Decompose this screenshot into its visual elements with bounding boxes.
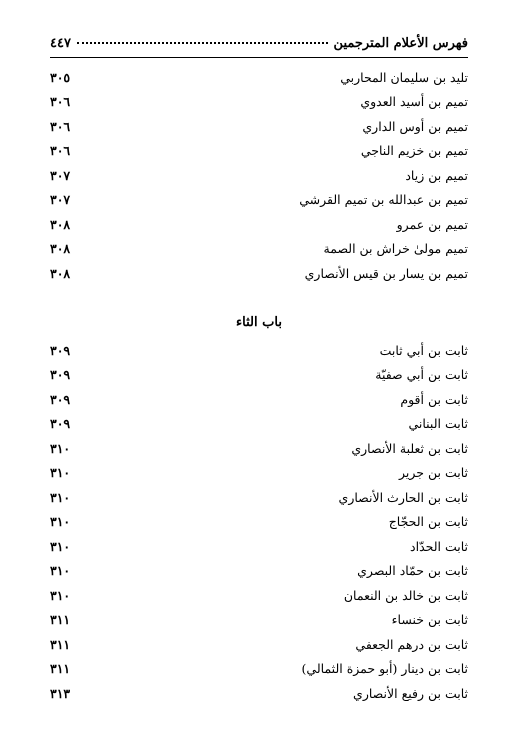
header-rule [50, 57, 468, 58]
entry-name: تميم بن عبدالله بن تميم القرشي [299, 192, 468, 208]
entry-name: تميم بن أسيد العدوي [360, 94, 468, 110]
entry-page-number: ٣٠٥ [50, 69, 71, 85]
entry-name: ثابت بن الحجّاج [388, 514, 468, 530]
header-title: فهرس الأعلام المترجمين [333, 36, 468, 51]
index-entry [50, 237, 468, 262]
entry-name: تميم بن زياد [405, 167, 468, 183]
entry-name: ثابت البناني [408, 416, 468, 432]
entry-page-number: ٣٠٩ [50, 391, 71, 407]
entry-name: تليد بن سليمان المحاربي [340, 69, 468, 85]
entry-page-number: ٣١١ [50, 636, 71, 652]
entry-page-number: ٣١٠ [50, 489, 71, 505]
entry-name: تميم بن عمرو [396, 216, 468, 232]
entry-page-number: ٣٠٩ [50, 416, 71, 432]
entry-page-number: ٣٠٩ [50, 367, 71, 383]
entry-name: تميم بن خزيم الناجي [360, 143, 468, 159]
entry-name: ثابت الحدّاد [410, 538, 468, 554]
entry-name: ثابت بن درهم الجعفي [355, 636, 468, 652]
section-title: باب الثاء [236, 315, 282, 330]
index-entry [50, 559, 468, 584]
entry-name: تميم بن أوس الداري [362, 118, 468, 134]
index-entry [50, 510, 468, 535]
index-entry [50, 163, 468, 188]
index-entry [50, 261, 468, 286]
index-entry [50, 485, 468, 510]
index-entry [50, 657, 468, 682]
entry-page-number: ٣١٠ [50, 587, 71, 603]
entry-name: ثابت بن رفيع الأنصاري [353, 685, 468, 701]
index-list-tha [50, 338, 468, 706]
entry-name: ثابت بن خنساء [391, 612, 468, 628]
entry-name: تميم مولىٰ خراش بن الصمة [323, 241, 468, 257]
entry-name: تميم بن يسار بن قيس الأنصاري [304, 265, 468, 281]
entry-page-number: ٣١١ [50, 612, 71, 628]
index-entry [50, 139, 468, 164]
entry-name: ثابت بن ثعلبة الأنصاري [351, 440, 468, 456]
index-entry [50, 583, 468, 608]
entry-name: ثابت بن أقوم [400, 391, 468, 407]
entry-page-number: ٣٠٦ [50, 143, 71, 159]
index-entry [50, 363, 468, 388]
entry-name: ثابت بن دينار (أبو حمزة الثمالي) [301, 661, 468, 677]
index-entry [50, 436, 468, 461]
index-entry [50, 632, 468, 657]
index-entry [50, 90, 468, 115]
entry-page-number: ٣١٠ [50, 538, 71, 554]
index-entry [50, 114, 468, 139]
index-entry [50, 212, 468, 237]
entry-page-number: ٣١٠ [50, 514, 71, 530]
entry-page-number: ٣١٣ [50, 685, 71, 701]
header-page-number: ٤٤٧ [50, 36, 71, 51]
entry-name: ثابت بن حمّاد البصري [357, 563, 468, 579]
entry-name: ثابت بن أبي ثابت [379, 342, 468, 358]
entry-page-number: ٣٠٩ [50, 342, 71, 358]
index-entry [50, 65, 468, 90]
index-entry [50, 534, 468, 559]
running-header [50, 36, 468, 56]
entry-page-number: ٣٠٧ [50, 192, 71, 208]
entry-name: ثابت بن خالد بن النعمان [343, 587, 468, 603]
index-entry [50, 681, 468, 706]
entry-name: ثابت بن أبي صفيّة [375, 367, 468, 383]
header-leader-dots [77, 42, 328, 44]
entry-page-number: ٣٠٦ [50, 94, 71, 110]
index-entry [50, 461, 468, 486]
index-entry [50, 412, 468, 437]
entry-name: ثابت بن جرير [399, 465, 468, 481]
entry-page-number: ٣٠٧ [50, 167, 71, 183]
entry-name: ثابت بن الحارث الأنصاري [338, 489, 468, 505]
entry-page-number: ٣٠٨ [50, 216, 71, 232]
index-entry [50, 338, 468, 363]
index-entry [50, 608, 468, 633]
entry-page-number: ٣٠٨ [50, 265, 71, 281]
entry-page-number: ٣١٠ [50, 465, 71, 481]
entry-page-number: ٣١١ [50, 661, 71, 677]
index-list-ta [50, 65, 468, 286]
index-entry [50, 188, 468, 213]
index-entry [50, 387, 468, 412]
entry-page-number: ٣٠٦ [50, 118, 71, 134]
entry-page-number: ٣٠٨ [50, 241, 71, 257]
entry-page-number: ٣١٠ [50, 440, 71, 456]
entry-page-number: ٣١٠ [50, 563, 71, 579]
